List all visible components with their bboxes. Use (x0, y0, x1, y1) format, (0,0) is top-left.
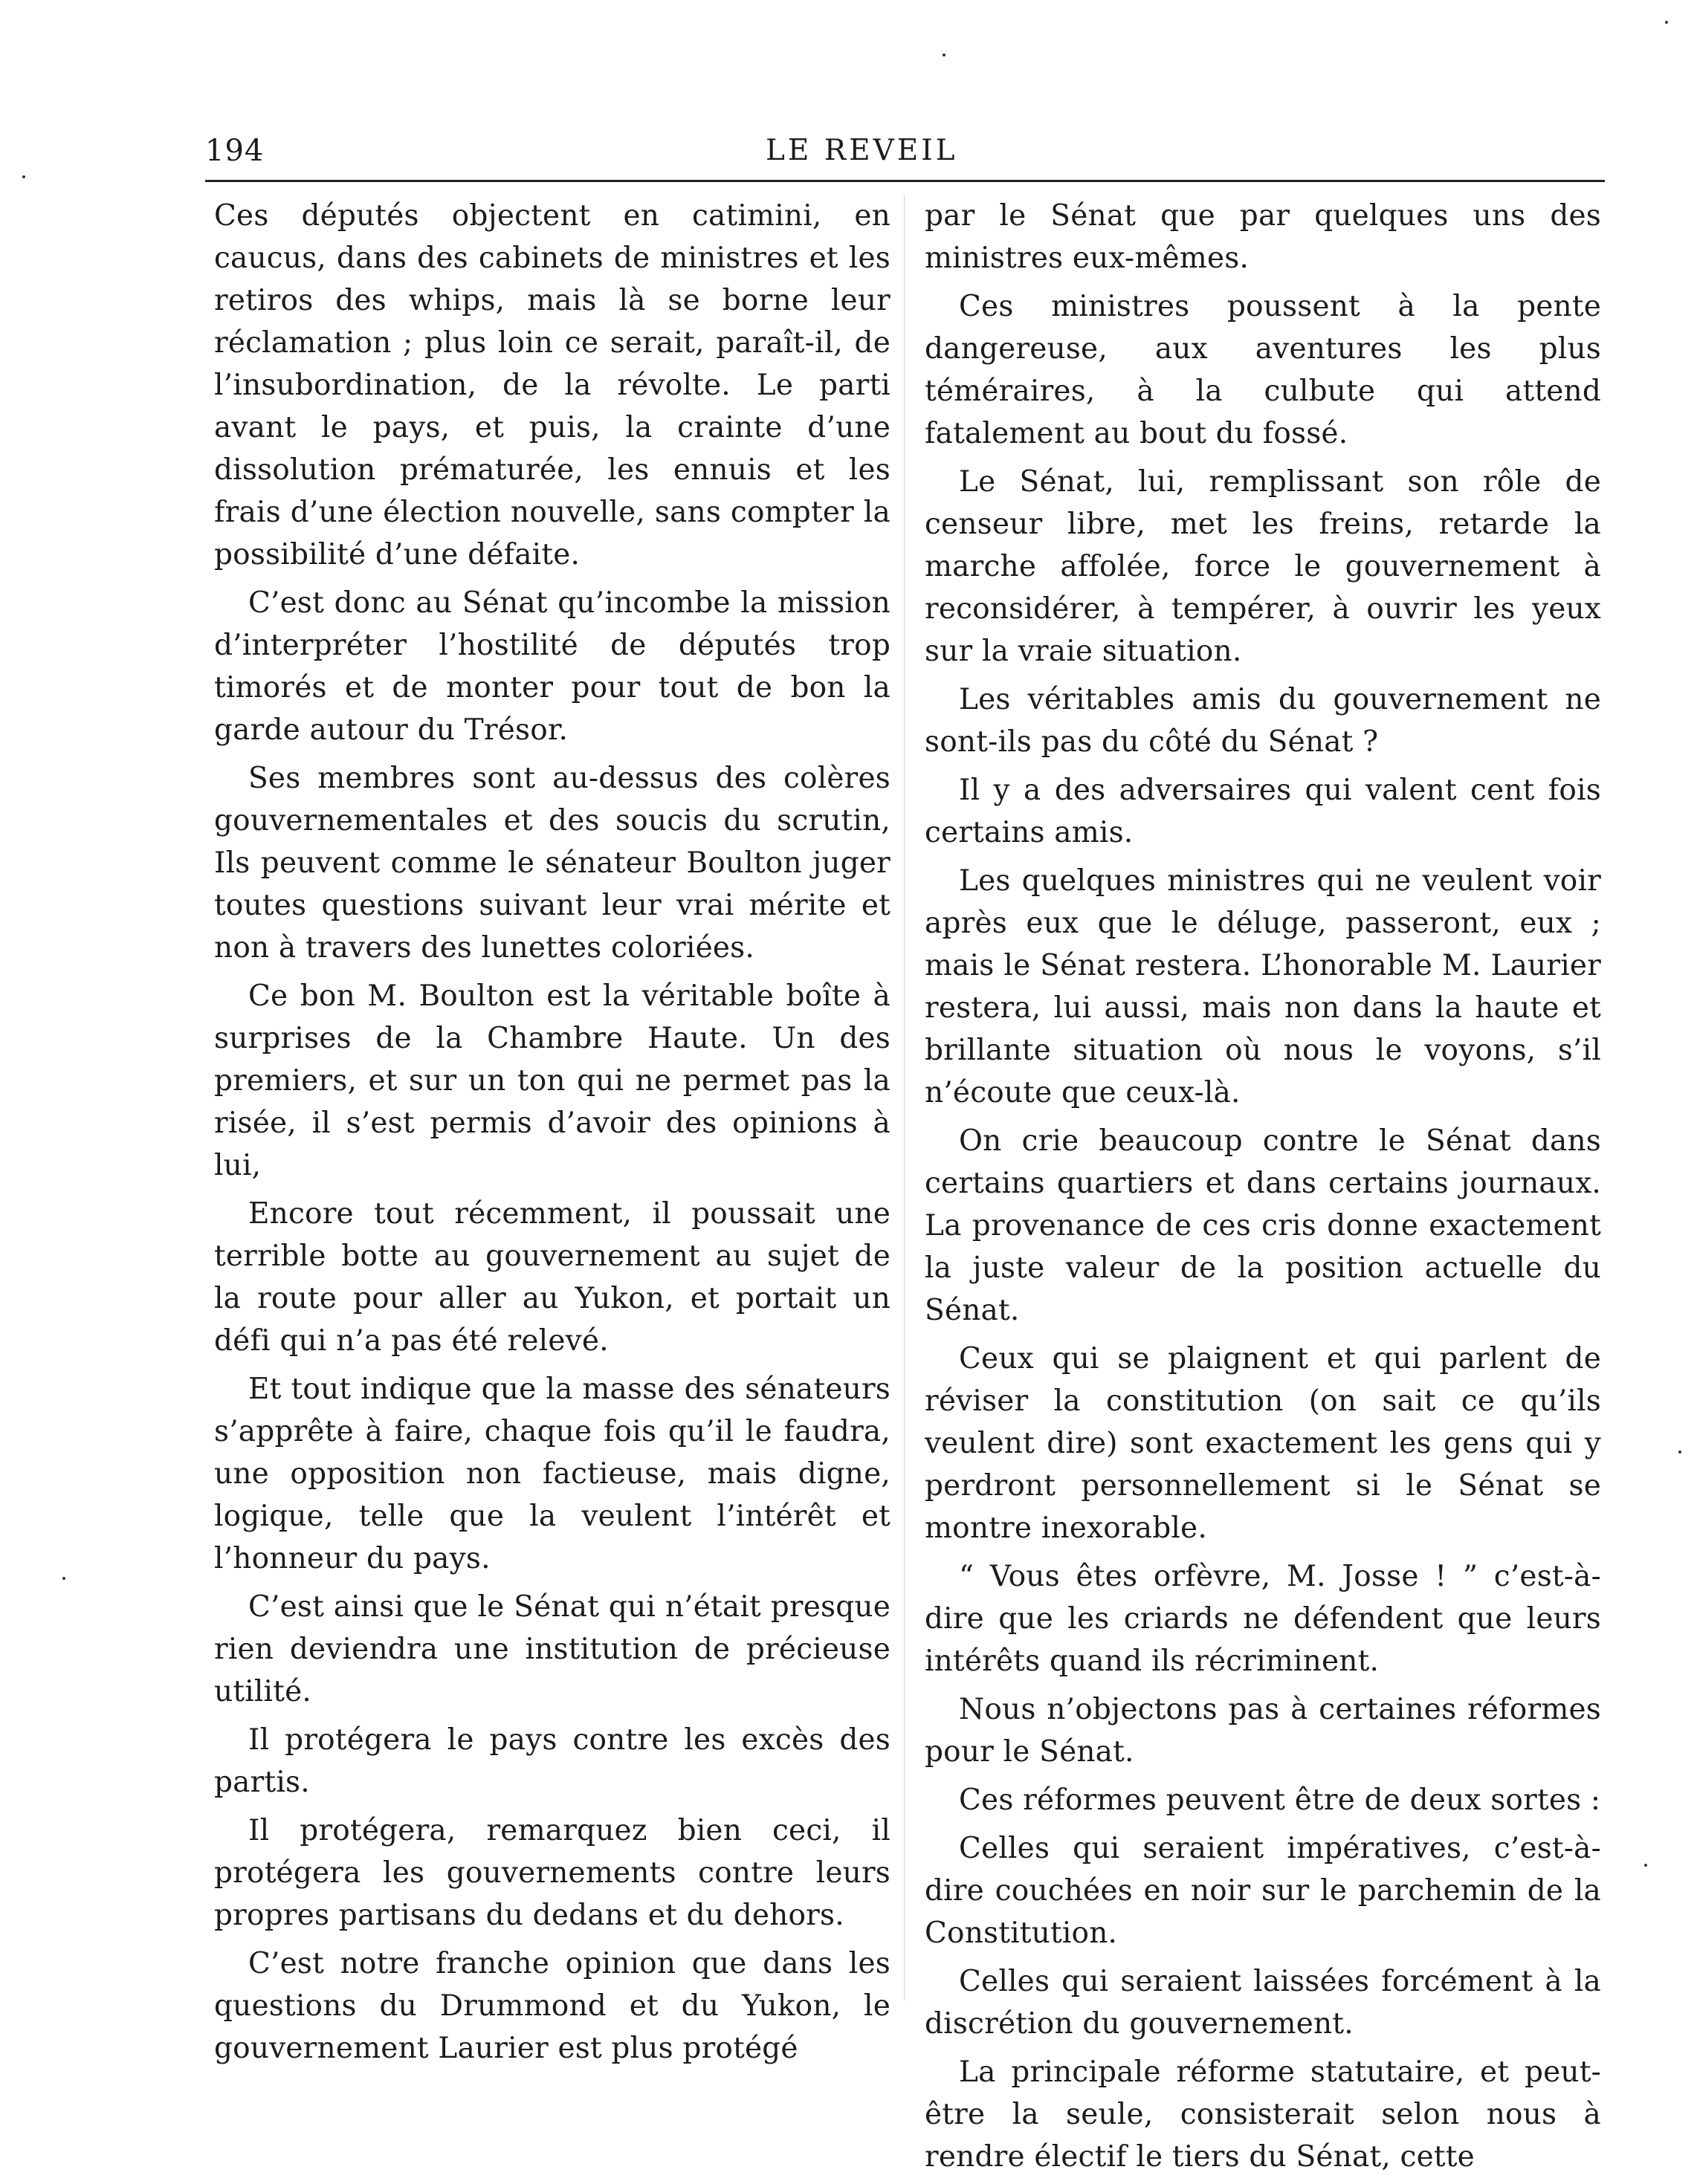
left-column (214, 195, 890, 2076)
paragraph: Les véritables amis du gouvernement ne sont-ils pas du côté du Sénat ? (925, 683, 1601, 759)
paragraph: Il y a des adversaires qui valent cent fois certains amis. (925, 774, 1601, 849)
paragraph: Le Sénat, lui, remplissant son rôle de censeur libre, met les freins, retarde la marche affolée, force le gouvernement à reconsidérer, à tempérer, à ouvrir les yeux sur la vraie situation. (925, 465, 1601, 668)
paragraph: Ceux qui se plaignent et qui parlent de réviser la constitution (on sait ce qu’ils veulent dire) sont exactement les gens qui y perdront personnellement si le Sénat se montre inexorable. (925, 1342, 1601, 1545)
paragraph: La principale réforme statutaire, et peut-être la seule, consisterait selon nous à rendre électif le tiers du Sénat, cette (925, 2055, 1601, 2174)
right-column (925, 195, 1601, 2184)
scan-speck (22, 175, 25, 178)
paragraph: Les quelques ministres qui ne veulent voir après eux que le déluge, passeront, eux ; mais le Sénat restera. L’honorable M. Laurier restera, lui aussi, mais non dans la haute et brillante situation où nous le voyons, s’il n’écoute que ceux-là. (925, 864, 1601, 1109)
paragraph: C’est notre franche opinion que dans les questions du Drummond et du Yukon, le gouvernement Laurier est plus protégé (214, 1947, 890, 2065)
scan-speck (943, 54, 946, 56)
paragraph: Ses membres sont au-dessus des colères gouvernementales et des soucis du scrutin, Ils peuvent comme le sénateur Boulton juger toutes questions suivant leur vrai mérite et non à travers des lunettes coloriées. (214, 762, 890, 965)
paragraph: Ces réformes peuvent être de deux sortes : (959, 1783, 1601, 1817)
paragraph: Nous n’objectons pas à certaines réformes pour le Sénat. (925, 1693, 1601, 1769)
paragraph: Il protégera, remarquez bien ceci, il protégera les gouvernements contre leurs propres partisans du dedans et du dehors. (214, 1814, 890, 1932)
paragraph: “ Vous êtes orfèvre, M. Josse ! ” c’est-à-dire que les criards ne défendent que leurs intérêts quand ils récriminent. (925, 1560, 1601, 1678)
paragraph: Celles qui seraient laissées forcément à la discrétion du gouvernement. (925, 1965, 1601, 2041)
scan-speck (1678, 1451, 1681, 1454)
paragraph: On crie beaucoup contre le Sénat dans certains quartiers et dans certains journaux. La provenance de ces cris donne exactement la juste valeur de la position actuelle du Sénat. (925, 1124, 1601, 1327)
paragraph: Ce bon M. Boulton est la véritable boîte à surprises de la Chambre Haute. Un des premiers, et sur un ton qui ne permet pas la risée, il s’est permis d’avoir des opinions à lui, (214, 979, 890, 1182)
paragraph: Ces députés objectent en catimini, en caucus, dans des cabinets de ministres et les retiros des whips, mais là se borne leur réclamation ; plus loin ce serait, paraît-il, de l’insubordination, de la révolte. Le parti avant le pays, et puis, la crainte d’une dissolution prématurée, les ennuis et les frais d’une élection nouvelle, sans compter la possibilité d’une défaite. (214, 199, 890, 571)
page-number: 194 (205, 134, 265, 168)
paragraph: par le Sénat que par quelques uns des ministres eux-mêmes. (925, 199, 1601, 275)
paragraph: Encore tout récemment, il poussait une terrible botte au gouvernement au sujet de la route pour aller au Yukon, et portait un défi qui n’a pas été relevé. (214, 1197, 890, 1358)
paragraph: Il protégera le pays contre les excès des partis. (214, 1723, 890, 1799)
running-head: LE REVEIL (766, 134, 958, 167)
paragraph: Et tout indique que la masse des sénateurs s’apprête à faire, chaque fois qu’il le faudra, une opposition non factieuse, mais digne, logique, telle que la veulent l’intérêt et l’honneur du pays. (214, 1373, 890, 1575)
paragraph: Celles qui seraient impératives, c’est-à-dire couchées en noir sur le parchemin de la Constitution. (925, 1832, 1601, 1950)
scan-speck (1644, 1864, 1647, 1867)
header-rule (205, 180, 1605, 182)
paragraph: C’est ainsi que le Sénat qui n’était presque rien deviendra une institution de précieuse utilité. (214, 1590, 890, 1708)
scan-speck (62, 1577, 65, 1580)
scan-speck (1665, 21, 1668, 24)
paragraph: C’est donc au Sénat qu’incombe la mission d’interpréter l’hostilité de députés trop timorés et de monter pour tout de bon la garde autour du Trésor. (214, 586, 890, 747)
paragraph: Ces ministres poussent à la pente dangereuse, aux aventures les plus téméraires, à la culbute qui attend fatalement au bout du fossé. (925, 290, 1601, 450)
column-divider (904, 195, 905, 2000)
